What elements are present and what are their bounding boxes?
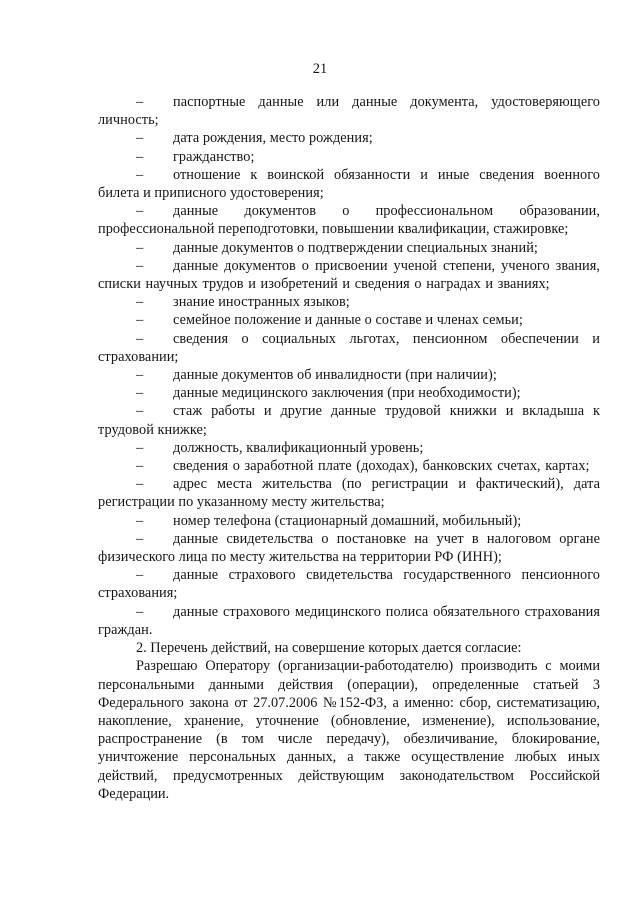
- list-item-text: данные свидетельства о постановке на учет в налоговом органе физического лица по месту жительства на территории РФ (ИНН);: [98, 530, 600, 566]
- list-dash: –: [136, 476, 144, 493]
- list-item: [98, 457, 600, 475]
- document-body: [98, 93, 600, 803]
- list-item: [98, 603, 600, 639]
- list-dash: –: [136, 94, 144, 110]
- list-item-text: данные страхового свидетельства государственного пенсионного страхования;: [98, 567, 600, 602]
- list-item-text: семейное положение и данные о составе и членах семьи;: [173, 312, 523, 329]
- list-item: [98, 475, 600, 511]
- list-item: [98, 202, 600, 238]
- list-dash: –: [136, 166, 144, 183]
- list-dash: –: [136, 203, 144, 220]
- list-item: [98, 129, 600, 147]
- list-item: [98, 148, 600, 166]
- list-item-text: отношение к воинской обязанности и иные сведения военного билета и приписного удостоверения;: [98, 166, 600, 202]
- list-dash: –: [136, 294, 144, 311]
- list-item-text: данные документов о профессиональном образовании, профессиональной переподготовки, повышении квалификации, стажировке;: [98, 203, 600, 238]
- list-dash: –: [136, 530, 144, 547]
- list-item-text: номер телефона (стационарный домашний, мобильный);: [173, 512, 522, 529]
- list-dash: –: [136, 603, 144, 620]
- list-dash: –: [136, 130, 144, 147]
- list-dash: –: [136, 148, 144, 165]
- list-item-text: паспортные данные или данные документа, удостоверяющего личность;: [98, 94, 600, 129]
- list-item: [98, 402, 600, 438]
- list-item: [98, 166, 600, 202]
- list-dash: –: [136, 512, 144, 529]
- list-dash: –: [136, 367, 144, 384]
- list-item: [98, 512, 600, 530]
- list-item-text: данные документов об инвалидности (при наличии);: [173, 367, 497, 384]
- list-dash: –: [136, 439, 144, 456]
- list-item-text: стаж работы и другие данные трудовой книжки и вкладыша к трудовой книжке;: [98, 403, 600, 438]
- list-dash: –: [136, 239, 144, 256]
- list-item-text: данные документов о присвоении ученой степени, ученого звания, списки научных трудов и изобретений и сведения о наградах и званиях;: [98, 257, 600, 293]
- list-item-text: данные медицинского заключения (при необходимости);: [173, 385, 521, 402]
- list-item: [98, 257, 600, 293]
- list-item-text: данные документов о подтверждении специальных знаний;: [173, 239, 538, 256]
- list-item: [98, 293, 600, 311]
- list-item: [98, 566, 600, 602]
- list-item: [98, 530, 600, 566]
- list-item: [98, 239, 600, 257]
- page-number: 21: [312, 61, 328, 77]
- list-item: [98, 311, 600, 329]
- list-dash: –: [136, 567, 144, 584]
- list-item-text: должность, квалификационный уровень;: [173, 439, 424, 456]
- list-item-text: сведения о заработной плате (доходах), банковских счетах, картах;: [173, 458, 590, 475]
- section-heading: 2. Перечень действий, на совершение которых дается согласие:: [136, 640, 522, 657]
- list-item-text: данные страхового медицинского полиса обязательного страхования граждан.: [98, 603, 600, 638]
- list-item: [98, 93, 600, 129]
- list-item-text: знание иностранных языков;: [173, 294, 350, 311]
- list-item: [98, 439, 600, 457]
- list-dash: –: [136, 403, 144, 420]
- list-item: [98, 366, 600, 384]
- list-dash: –: [136, 257, 144, 274]
- list-item-text: дата рождения, место рождения;: [173, 130, 373, 147]
- list-dash: –: [136, 312, 144, 329]
- list-item-text: сведения о социальных льготах, пенсионном обеспечении и страховании;: [98, 330, 600, 365]
- list-dash: –: [136, 330, 144, 347]
- list-item: [98, 384, 600, 402]
- list-item-text: адрес места жительства (по регистрации и фактический), дата регистрации по указанному месту жительства;: [98, 476, 600, 511]
- consent-paragraph: Разрешаю Оператору (организации-работодателю) производить с моими персональными данными действия (операции), определенные статьей 3 Федерального закона от 27.07.2006 №152-ФЗ, а именно: сбор, систематизацию, накопление, хранение, уточнение (обновление, изменение), использование, распространение (в том числе передачу), обезличивание, блокирование, уничтожение персональных данных, а также осуществление любых иных действий, предусмотренных действующим законодательством Российской Федерации.: [98, 658, 600, 802]
- list-dash: –: [136, 385, 144, 402]
- list-item: [98, 330, 600, 366]
- list-dash: –: [136, 458, 144, 475]
- list-item-text: гражданство;: [173, 148, 255, 165]
